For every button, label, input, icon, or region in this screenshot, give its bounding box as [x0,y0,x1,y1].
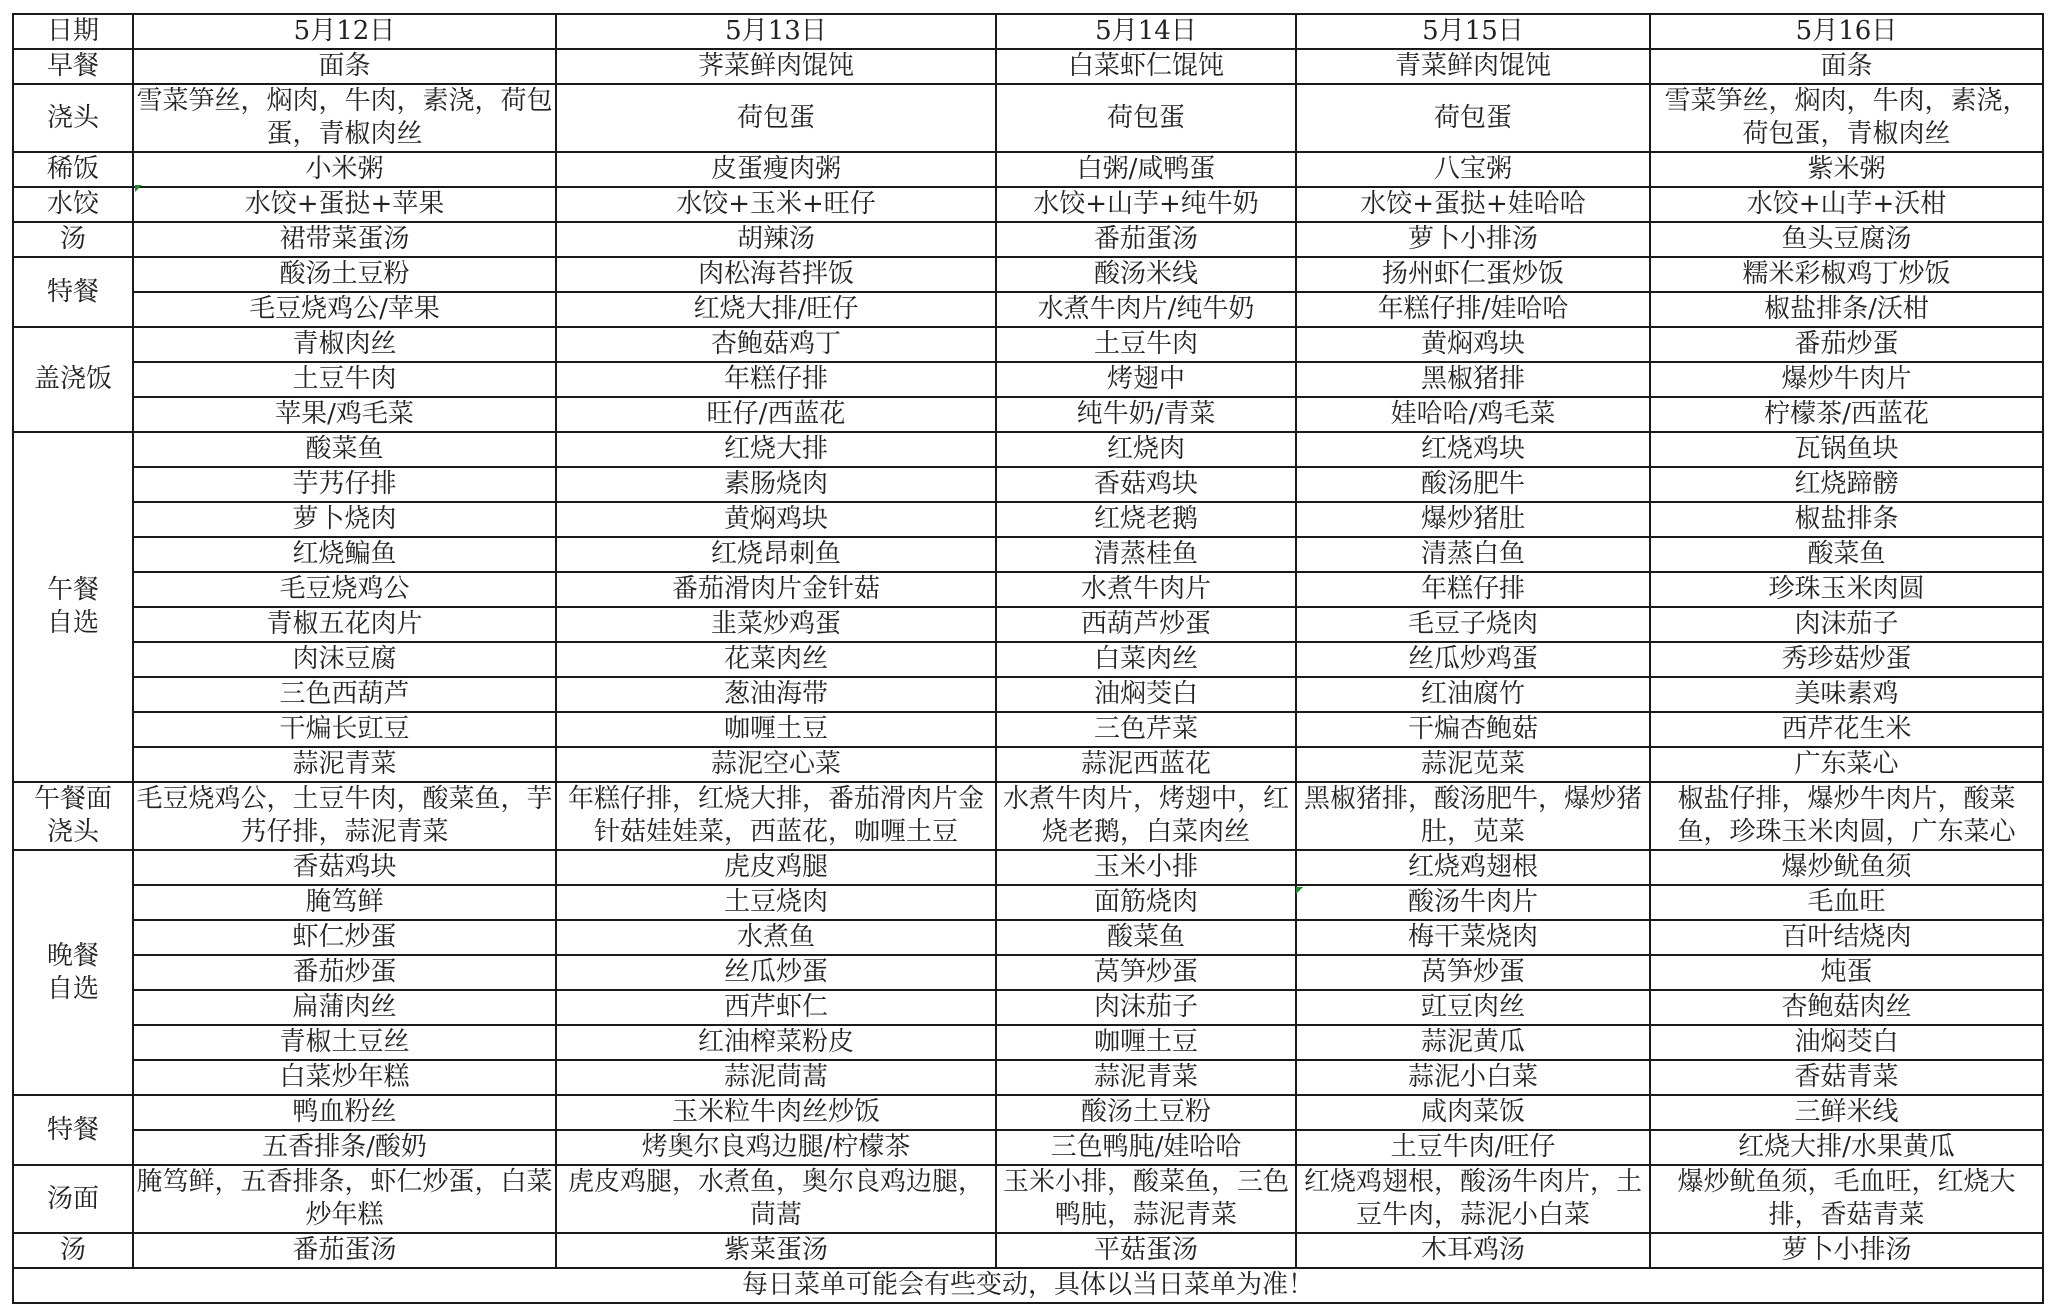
lunch-choice-cell: 清蒸桂鱼 [996,537,1296,572]
soup-noodle-label: 汤面 [13,1165,133,1233]
lunch-choice-cell: 毛豆子烧肉 [1296,607,1650,642]
date-column-header: 5月12日 [133,14,556,49]
lunch-choice-cell: 萝卜烧肉 [133,502,556,537]
toppings-cell: 荷包蛋 [996,84,1296,152]
table-row [13,885,2043,920]
rice-bowl-cell: 娃哈哈/鸡毛菜 [1296,397,1650,432]
special-dinner-cell: 土豆牛肉/旺仔 [1296,1130,1650,1165]
dumplings-cell: 水饺+山芋+纯牛奶 [996,187,1296,222]
lunch-choice-cell: 红烧鸡块 [1296,432,1650,467]
dinner-choice-cell: 肉沫茄子 [996,990,1296,1025]
dinner-choice-cell: 杏鲍菇肉丝 [1650,990,2043,1025]
date-column-header: 5月16日 [1650,14,2043,49]
breakfast-soup-label: 汤 [13,222,133,257]
breakfast-label: 早餐 [13,49,133,84]
lunch-choice-cell: 清蒸白鱼 [1296,537,1650,572]
soup-noodle-cell: 红烧鸡翅根，酸汤牛肉片，土豆牛肉，蒜泥小白菜 [1296,1165,1650,1233]
lunch-noodle-cell: 椒盐仔排，爆炒牛肉片，酸菜鱼，珍珠玉米肉圆，广东菜心 [1650,782,2043,850]
rice-bowl-cell: 青椒肉丝 [133,327,556,362]
dinner-choice-cell: 水煮鱼 [556,920,996,955]
lunch-choice-cell: 蒜泥空心菜 [556,747,996,782]
lunch-choice-cell: 油焖茭白 [996,677,1296,712]
table-row [13,362,2043,397]
dinner-choice-cell: 蒜泥青菜 [996,1060,1296,1095]
date-column-header: 5月14日 [996,14,1296,49]
porridge-label: 稀饭 [13,152,133,187]
breakfast-soup-cell: 番茄蛋汤 [996,222,1296,257]
dinner-soup-label: 汤 [13,1233,133,1268]
special-breakfast-cell: 肉松海苔拌饭 [556,257,996,292]
dinner-choice-cell: 玉米小排 [996,850,1296,885]
dinner-choice-cell: 蒜泥黄瓜 [1296,1025,1650,1060]
table-row [13,432,2043,467]
lunch-choice-cell: 酸菜鱼 [1650,537,2043,572]
table-row [13,502,2043,537]
porridge-cell: 小米粥 [133,152,556,187]
special-dinner-cell: 烤奥尔良鸡边腿/柠檬茶 [556,1130,996,1165]
dumplings-cell: 水饺+山芋+沃柑 [1650,187,2043,222]
lunch-choice-cell: 西葫芦炒蛋 [996,607,1296,642]
special-dinner-cell: 咸肉菜饭 [1296,1095,1650,1130]
table-row [13,572,2043,607]
lunch-choice-cell: 红烧蹄髈 [1650,467,2043,502]
dinner-choice-cell: 红烧鸡翅根 [1296,850,1650,885]
special-breakfast-cell: 糯米彩椒鸡丁炒饭 [1650,257,2043,292]
lunch-choice-cell: 葱油海带 [556,677,996,712]
table-row [13,920,2043,955]
dinner-choice-cell: 土豆烧肉 [556,885,996,920]
lunch-choice-cell: 蒜泥青菜 [133,747,556,782]
comment-marker-icon [1296,887,1303,894]
table-row [13,1165,2043,1233]
dinner-choice-cell: 番茄炒蛋 [133,955,556,990]
dinner-choice-cell: 虎皮鸡腿 [556,850,996,885]
special-breakfast-cell: 酸汤米线 [996,257,1296,292]
toppings-cell: 荷包蛋 [556,84,996,152]
special-breakfast-label: 特餐 [13,257,133,327]
breakfast-soup-cell: 胡辣汤 [556,222,996,257]
lunch-choice-cell: 美味素鸡 [1650,677,2043,712]
dinner-choice-cell: 咖喱土豆 [996,1025,1296,1060]
dinner-soup-cell: 紫菜蛋汤 [556,1233,996,1268]
rice-bowl-cell: 纯牛奶/青菜 [996,397,1296,432]
rice-bowl-cell: 烤翅中 [996,362,1296,397]
lunch-choice-label [13,432,133,782]
dinner-choice-cell: 西芹虾仁 [556,990,996,1025]
special-dinner-cell: 五香排条/酸奶 [133,1130,556,1165]
date-header-label: 日期 [13,14,133,49]
toppings-cell: 荷包蛋 [1296,84,1650,152]
lunch-choice-cell: 肉沫茄子 [1650,607,2043,642]
toppings-cell: 雪菜笋丝，焖肉，牛肉，素浇，荷包蛋，青椒肉丝 [133,84,556,152]
lunch-choice-cell: 青椒五花肉片 [133,607,556,642]
lunch-choice-cell: 爆炒猪肚 [1296,502,1650,537]
rice-bowl-cell: 杏鲍菇鸡丁 [556,327,996,362]
dinner-choice-cell: 香菇鸡块 [133,850,556,885]
dinner-choice-cell: 丝瓜炒蛋 [556,955,996,990]
special-dinner-cell: 红烧大排/水果黄瓜 [1650,1130,2043,1165]
dinner-choice-cell: 虾仁炒蛋 [133,920,556,955]
lunch-choice-cell: 秀珍菇炒蛋 [1650,642,2043,677]
lunch-choice-cell: 广东菜心 [1650,747,2043,782]
lunch-choice-cell: 花菜肉丝 [556,642,996,677]
breakfast-soup-cell: 萝卜小排汤 [1296,222,1650,257]
porridge-cell: 紫米粥 [1650,152,2043,187]
lunch-choice-cell: 珍珠玉米肉圆 [1650,572,2043,607]
lunch-choice-cell: 毛豆烧鸡公 [133,572,556,607]
category-label-line: 晚餐 [46,940,99,971]
breakfast-cell: 面条 [1650,49,2043,84]
dinner-choice-cell: 酸汤牛肉片 [1296,885,1650,920]
special-dinner-cell: 三色鸭肫/娃哈哈 [996,1130,1296,1165]
special-breakfast-cell: 红烧大排/旺仔 [556,292,996,327]
dinner-choice-cell: 面筋烧肉 [996,885,1296,920]
comment-marker-icon [135,185,142,192]
table-row [13,222,2043,257]
breakfast-soup-cell: 裙带菜蛋汤 [133,222,556,257]
dumplings-cell: 水饺+玉米+旺仔 [556,187,996,222]
table-row [13,1095,2043,1130]
table-row [13,1025,2043,1060]
breakfast-soup-cell: 鱼头豆腐汤 [1650,222,2043,257]
lunch-choice-cell: 酸菜鱼 [133,432,556,467]
special-breakfast-cell: 毛豆烧鸡公/苹果 [133,292,556,327]
special-dinner-label: 特餐 [13,1095,133,1165]
lunch-choice-cell: 三色芹菜 [996,712,1296,747]
category-label-line: 自选 [46,608,99,638]
date-column-header: 5月15日 [1296,14,1650,49]
lunch-choice-cell: 蒜泥西蓝花 [996,747,1296,782]
dinner-choice-cell: 豇豆肉丝 [1296,990,1650,1025]
porridge-cell: 皮蛋瘦肉粥 [556,152,996,187]
breakfast-cell: 荠菜鲜肉馄饨 [556,49,996,84]
lunch-noodle-cell: 黑椒猪排，酸汤肥牛，爆炒猪肚，苋菜 [1296,782,1650,850]
table-row [13,747,2043,782]
category-label-line: 自选 [46,973,99,1004]
table-row [13,187,2043,222]
table-row [13,1060,2043,1095]
special-dinner-cell: 玉米粒牛肉丝炒饭 [556,1095,996,1130]
lunch-choice-cell: 咖喱土豆 [556,712,996,747]
special-breakfast-cell: 年糕仔排/娃哈哈 [1296,292,1650,327]
dumplings-label: 水饺 [13,187,133,222]
breakfast-cell: 白菜虾仁馄饨 [996,49,1296,84]
dinner-choice-cell: 梅干菜烧肉 [1296,920,1650,955]
special-breakfast-cell: 椒盐排条/沃柑 [1650,292,2043,327]
soup-noodle-cell: 玉米小排，酸菜鱼，三色鸭肫，蒜泥青菜 [996,1165,1296,1233]
lunch-noodle-cell: 毛豆烧鸡公，土豆牛肉，酸菜鱼，芋艿仔排，蒜泥青菜 [133,782,556,850]
dinner-choice-cell: 毛血旺 [1650,885,2043,920]
dinner-choice-cell: 青椒土豆丝 [133,1025,556,1060]
table-row [13,782,2043,850]
dinner-choice-cell: 腌笃鲜 [133,885,556,920]
lunch-choice-cell: 丝瓜炒鸡蛋 [1296,642,1650,677]
dinner-choice-cell: 油焖茭白 [1650,1025,2043,1060]
special-breakfast-cell: 酸汤土豆粉 [133,257,556,292]
dinner-choice-cell: 百叶结烧肉 [1650,920,2043,955]
lunch-choice-cell: 年糕仔排 [1296,572,1650,607]
soup-noodle-cell: 爆炒鱿鱼须，毛血旺，红烧大排，香菇青菜 [1650,1165,2043,1233]
dinner-choice-cell: 炖蛋 [1650,955,2043,990]
rice-bowl-cell: 苹果/鸡毛菜 [133,397,556,432]
lunch-choice-cell: 肉沫豆腐 [133,642,556,677]
table-row [13,677,2043,712]
soup-noodle-cell: 虎皮鸡腿，水煮鱼，奥尔良鸡边腿，茼蒿 [556,1165,996,1233]
lunch-choice-cell: 香菇鸡块 [996,467,1296,502]
dinner-choice-cell: 香菇青菜 [1650,1060,2043,1095]
dinner-soup-cell: 萝卜小排汤 [1650,1233,2043,1268]
breakfast-cell: 青菜鲜肉馄饨 [1296,49,1650,84]
lunch-choice-cell: 三色西葫芦 [133,677,556,712]
special-dinner-cell: 酸汤土豆粉 [996,1095,1296,1130]
table-row [13,467,2043,502]
table-row [13,712,2043,747]
lunch-noodle-label [13,782,133,850]
lunch-choice-cell: 番茄滑肉片金针菇 [556,572,996,607]
table-row [13,292,2043,327]
table-row [13,537,2043,572]
dinner-soup-cell: 木耳鸡汤 [1296,1233,1650,1268]
lunch-noodle-cell: 水煮牛肉片，烤翅中，红烧老鹅，白菜肉丝 [996,782,1296,850]
dinner-choice-cell: 白菜炒年糕 [133,1060,556,1095]
dinner-soup-cell: 番茄蛋汤 [133,1233,556,1268]
table-row [13,607,2043,642]
lunch-choice-cell: 红烧肉 [996,432,1296,467]
dinner-choice-cell: 莴笋炒蛋 [1296,955,1650,990]
category-label-line: 午餐面 [33,784,112,814]
weekly-menu-table [12,13,2044,1304]
table-row [13,1233,2043,1268]
table-row [13,642,2043,677]
table-row [13,327,2043,362]
table-row [13,49,2043,84]
lunch-choice-cell: 蒜泥苋菜 [1296,747,1650,782]
lunch-choice-cell: 红油腐竹 [1296,677,1650,712]
dinner-choice-cell: 扁蒲肉丝 [133,990,556,1025]
lunch-choice-cell: 黄焖鸡块 [556,502,996,537]
soup-noodle-cell: 腌笃鲜，五香排条，虾仁炒蛋，白菜炒年糕 [133,1165,556,1233]
rice-bowl-cell: 爆炒牛肉片 [1650,362,2043,397]
porridge-cell: 白粥/咸鸭蛋 [996,152,1296,187]
dinner-choice-cell: 蒜泥茼蒿 [556,1060,996,1095]
lunch-choice-cell: 干煸长豇豆 [133,712,556,747]
dinner-choice-label [13,850,133,1095]
dumplings-cell: 水饺+蛋挞+苹果 [133,187,556,222]
dinner-choice-cell: 酸菜鱼 [996,920,1296,955]
lunch-choice-cell: 红烧老鹅 [996,502,1296,537]
lunch-choice-cell: 芋艿仔排 [133,467,556,502]
rice-bowl-cell: 番茄炒蛋 [1650,327,2043,362]
table-row [13,84,2043,152]
rice-bowl-cell: 旺仔/西蓝花 [556,397,996,432]
dinner-choice-cell: 莴笋炒蛋 [996,955,1296,990]
table-row [13,257,2043,292]
lunch-choice-cell: 干煸杏鲍菇 [1296,712,1650,747]
breakfast-cell: 面条 [133,49,556,84]
special-breakfast-cell: 水煮牛肉片/纯牛奶 [996,292,1296,327]
lunch-choice-cell: 酸汤肥牛 [1296,467,1650,502]
lunch-choice-cell: 红烧大排 [556,432,996,467]
rice-bowl-cell: 土豆牛肉 [133,362,556,397]
dumplings-cell: 水饺+蛋挞+娃哈哈 [1296,187,1650,222]
lunch-choice-cell: 素肠烧肉 [556,467,996,502]
dinner-choice-cell: 蒜泥小白菜 [1296,1060,1650,1095]
date-column-header: 5月13日 [556,14,996,49]
category-label-line: 午餐 [46,575,99,605]
lunch-choice-cell: 瓦锅鱼块 [1650,432,2043,467]
table-row [13,152,2043,187]
porridge-cell: 八宝粥 [1296,152,1650,187]
lunch-choice-cell: 水煮牛肉片 [996,572,1296,607]
lunch-choice-cell: 椒盐排条 [1650,502,2043,537]
rice-bowl-cell: 黑椒猪排 [1296,362,1650,397]
lunch-choice-cell: 红烧昂刺鱼 [556,537,996,572]
table-row [13,850,2043,885]
footer-note: 每日菜单可能会有些变动，具体以当日菜单为准！ [13,1268,2043,1303]
dinner-choice-cell: 爆炒鱿鱼须 [1650,850,2043,885]
lunch-choice-cell: 白菜肉丝 [996,642,1296,677]
category-label-line: 浇头 [46,817,99,847]
special-dinner-cell: 三鲜米线 [1650,1095,2043,1130]
dinner-soup-cell: 平菇蛋汤 [996,1233,1296,1268]
table-row [13,14,2043,49]
table-row [13,1130,2043,1165]
lunch-choice-cell: 韭菜炒鸡蛋 [556,607,996,642]
table-row [13,990,2043,1025]
lunch-choice-cell: 红烧鳊鱼 [133,537,556,572]
lunch-choice-cell: 西芹花生米 [1650,712,2043,747]
rice-bowl-cell: 黄焖鸡块 [1296,327,1650,362]
rice-bowl-label: 盖浇饭 [13,327,133,432]
lunch-noodle-cell: 年糕仔排，红烧大排，番茄滑肉片金针菇娃娃菜，西蓝花，咖喱土豆 [556,782,996,850]
toppings-cell: 雪菜笋丝，焖肉，牛肉，素浇，荷包蛋，青椒肉丝 [1650,84,2043,152]
rice-bowl-cell: 土豆牛肉 [996,327,1296,362]
dinner-choice-cell: 红油榨菜粉皮 [556,1025,996,1060]
special-dinner-cell: 鸭血粉丝 [133,1095,556,1130]
rice-bowl-cell: 柠檬茶/西蓝花 [1650,397,2043,432]
special-breakfast-cell: 扬州虾仁蛋炒饭 [1296,257,1650,292]
rice-bowl-cell: 年糕仔排 [556,362,996,397]
toppings-label: 浇头 [13,84,133,152]
table-row [13,1268,2043,1303]
table-row [13,397,2043,432]
table-row [13,955,2043,990]
